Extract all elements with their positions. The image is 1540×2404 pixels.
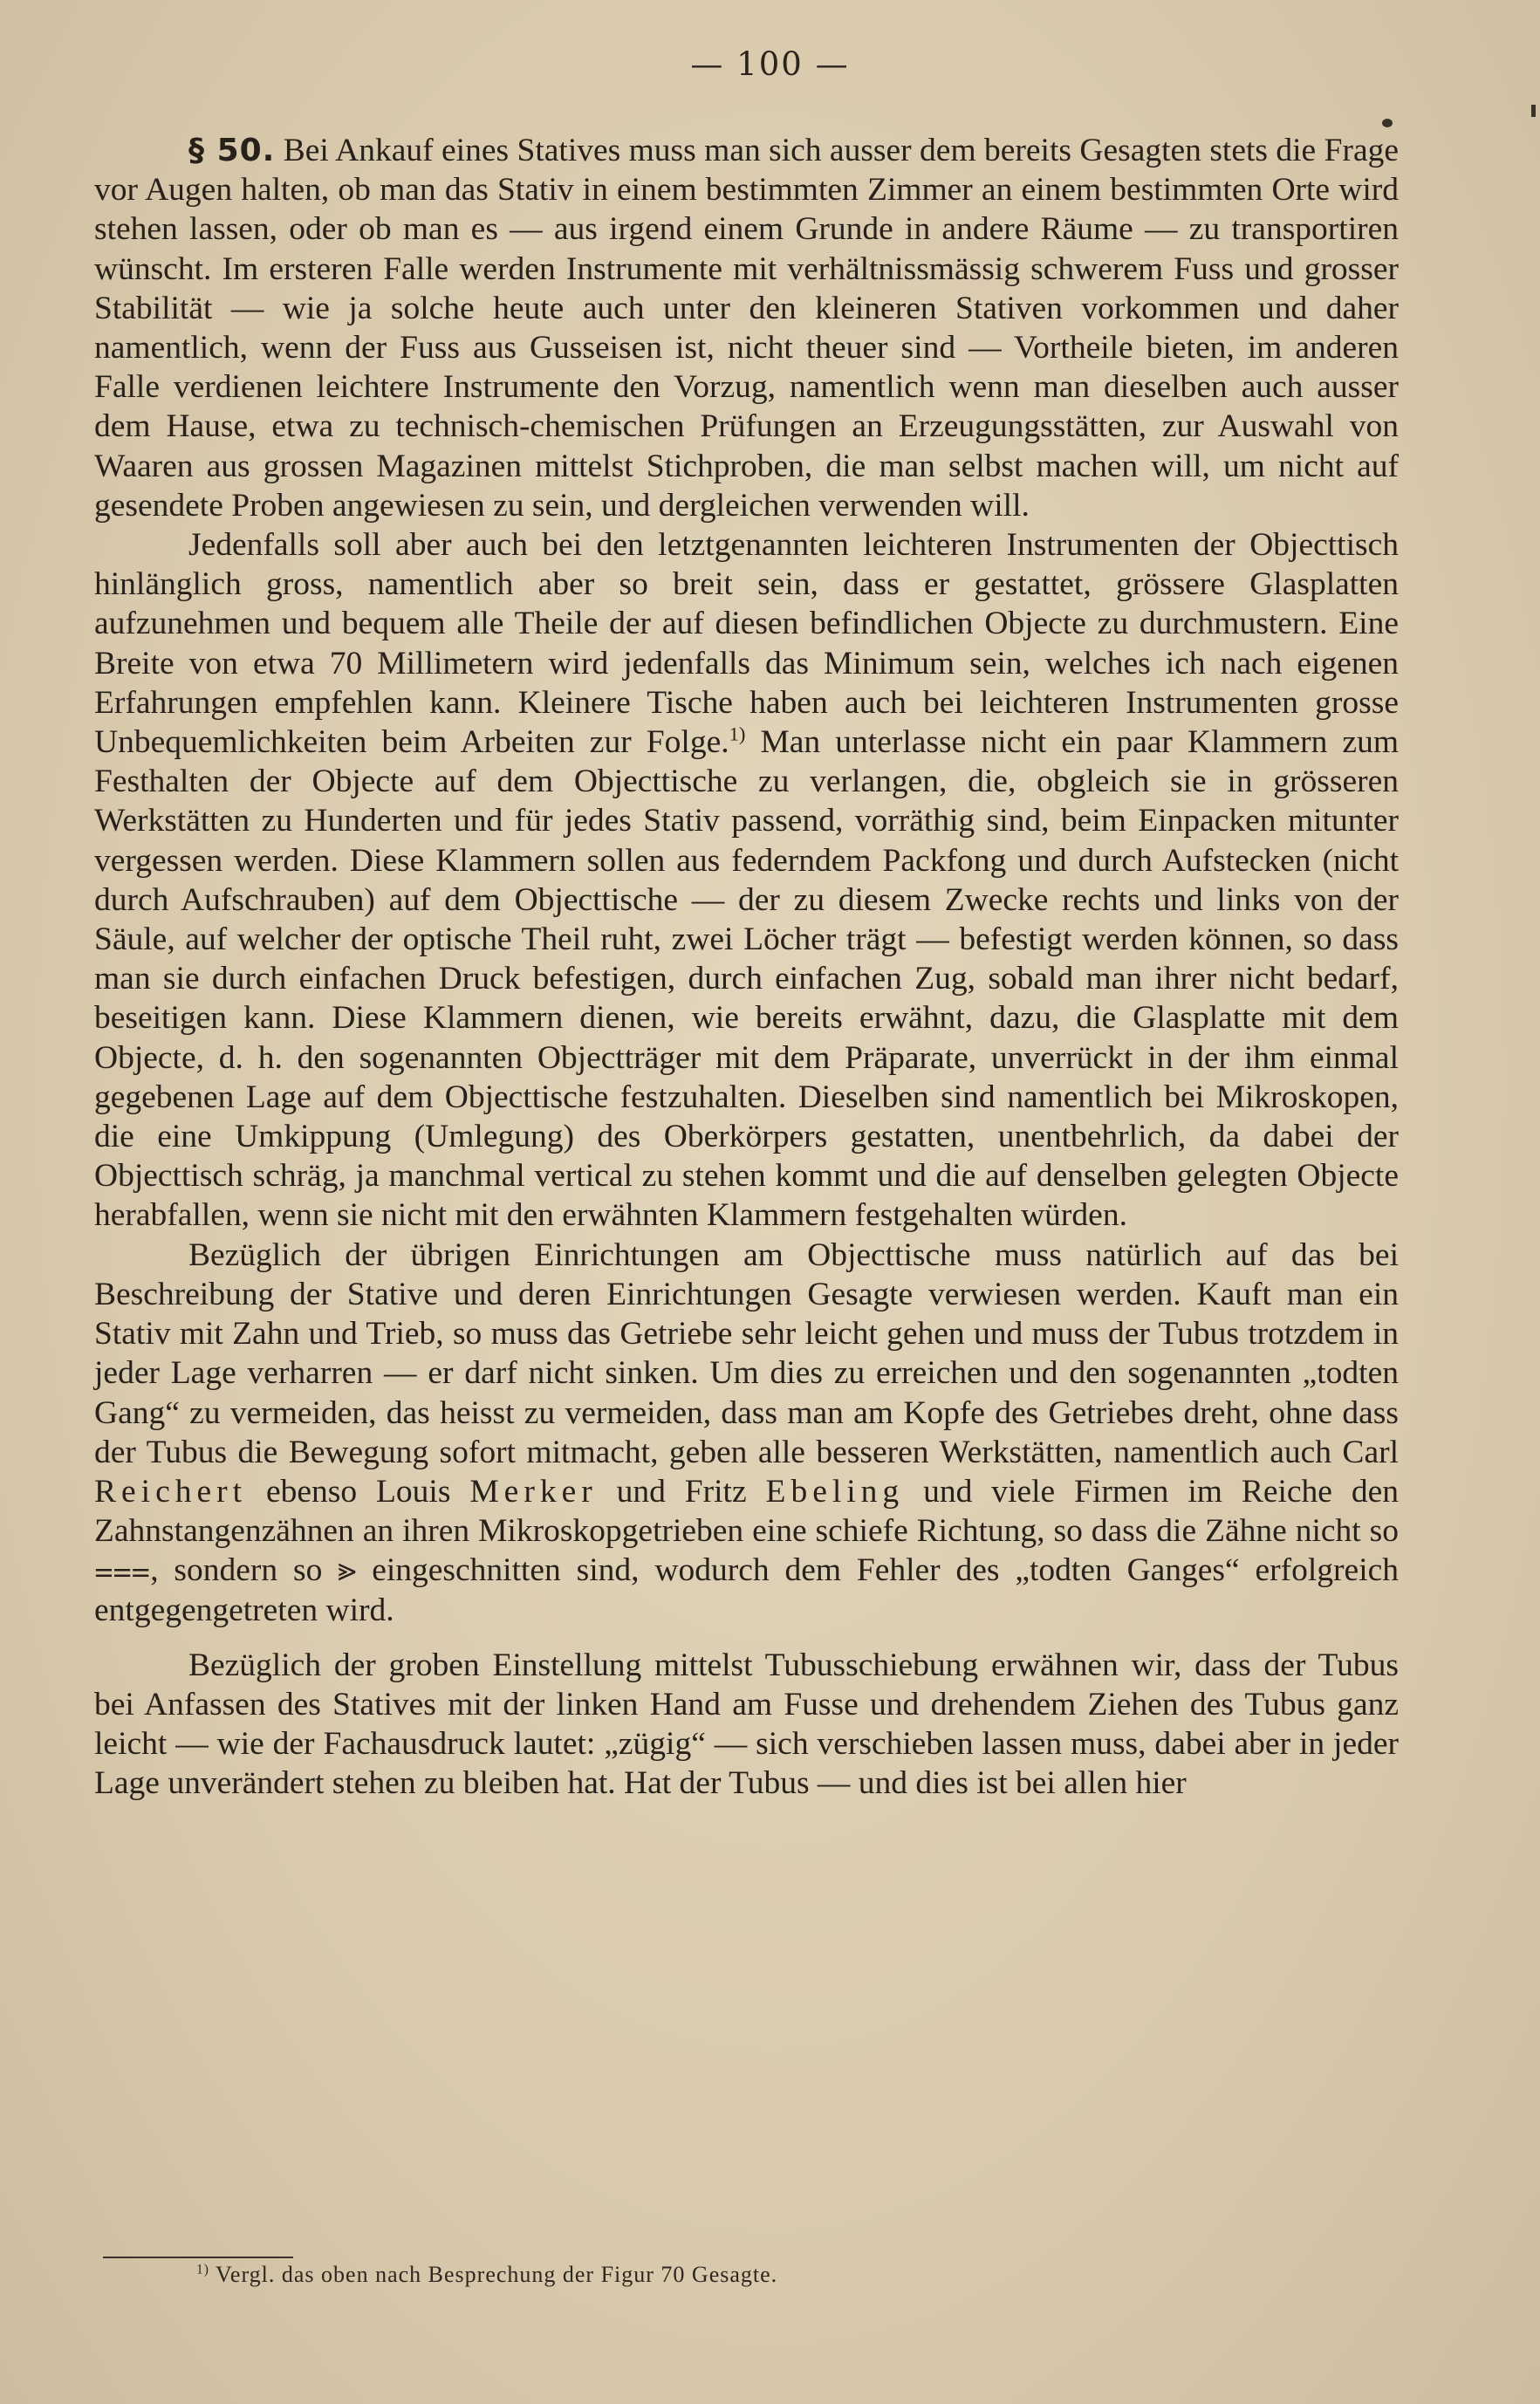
footnote: [196, 2262, 777, 2288]
paragraph-3-text-a: Bezüglich der übrigen Einrichtungen am Objecttische muss natürlich auf das bei Beschreibung der Stative und deren Einrichtungen Gesagte verwiesen werden. Kauft man ein Stativ mit Zahn und Trieb, so muss das Getriebe sehr leicht gehen und muss der Tubus trotzdem in jeder Lage verharren — er darf nicht sinken. Um dies zu erreichen und den sogenannten „todten Gang“ zu vermeiden, das heisst zu vermeiden, dass man am Kopfe des Getriebes dreht, ohne dass der Tubus die Bewegung sofort mitmacht, geben alle besseren Werkstätten, namentlich auch Carl: [94, 1236, 1399, 1470]
paragraph-3-text-d: und viele Firmen im Reiche den Zahnstangenzähnen an ihren Mikroskopgetrieben eine schiefe Richtung, so dass die Zähne nicht so: [94, 1473, 1399, 1550]
page-edge-mark: [1531, 105, 1536, 117]
paragraph-1-text: Bei Ankauf eines Statives muss man sich ausser dem bereits Gesagten stets die Frage vor Augen halten, ob man das Stativ in einem bestimmten Zimmer an einem bestimmten Orte wird stehen lassen, oder ob man es — aus irgend einem Grunde in andere Räume — zu transportiren wünscht. Im ersteren Falle werden Instrumente mit verhältnissmässig schwerem Fuss und grosser Stabilität — wie ja solche heute auch unter den kleineren Stativen vorkommen und daher namentlich, wenn der Fuss aus Gusseisen ist, nicht theuer sind — Vortheile bieten, im anderen Falle verdienen leichtere Instrumente den Vorzug, namentlich wenn man dieselben auch ausser dem Hause, etwa zu technisch-chemischen Prüfungen an Erzeugungsstätten, zur Auswahl von Waaren aus grossen Magazinen mittelst Stichproben, die man selbst machen will, um nicht auf gesendete Proben angewiesen zu sein, und dergleichen verwenden will.: [94, 133, 1399, 524]
paragraph-2-text-before-note: Jedenfalls soll aber auch bei den letztgenannten leichteren Instrumenten der Objecttisch hinlänglich gross, namentlich aber so breit sein, dass er gestattet, grössere Glasplatten aufzunehmen und bequem alle Theile der auf diesen befindlichen Objecte zu durchmustern. Eine Breite von etwa 70 Millimetern wird jedenfalls das Minimum sein, welches ich nach eigenen Erfahrungen empfehlen kann. Kleinere Tische haben auch bei leichteren Instrumenten grosse Unbequemlichkeiten beim Arbeiten zur Folge.: [94, 527, 1399, 761]
paragraph-1: [94, 131, 1399, 525]
footnote-divider: [103, 2257, 293, 2258]
body-text: [94, 131, 1399, 1804]
paragraph-2: [94, 525, 1399, 1236]
paragraph-3: [94, 1236, 1399, 1630]
name-merker: Merker: [469, 1473, 598, 1510]
name-reichert: Reichert: [94, 1473, 248, 1510]
name-ebeling: Ebeling: [765, 1473, 905, 1510]
straight-teeth-glyph: ⩶,: [94, 1552, 159, 1589]
footnote-text: Vergl. das oben nach Besprechung der Figur 70 Gesagte.: [209, 2262, 778, 2287]
paragraph-3-text-e: sondern so: [158, 1552, 339, 1589]
paragraph-3-text-b: ebenso Louis: [247, 1473, 470, 1510]
paragraph-3-text-c: und Fritz: [597, 1473, 766, 1510]
paragraph-4: [94, 1646, 1399, 1804]
footnote-reference: 1): [729, 723, 746, 745]
footnote-mark: 1): [196, 2262, 209, 2277]
ink-spot: [1382, 119, 1393, 127]
slanted-teeth-glyph: ⪢: [338, 1552, 357, 1589]
paragraph-2-text-after-note: Man unterlasse nicht ein paar Klammern zum Festhalten der Objecte auf dem Objecttische zu verlangen, die, obgleich sie in grösseren Werkstätten zu Hunderten und für jedes Stativ passend, vorräthig sind, beim Einpacken mitunter vergessen werden. Diese Klammern sollen aus federndem Packfong und durch Aufstecken (nicht durch Aufschrauben) auf dem Objecttische — der zu diesem Zwecke rechts und links von der Säule, auf welcher der optische Theil ruht, zwei Löcher trägt — befestigt werden können, so dass man sie durch einfachen Druck befestigen, durch einfachen Zug, sobald man ihrer nicht bedarf, beseitigen kann. Diese Klammern dienen, wie bereits erwähnt, dazu, die Glasplatte mit dem Objecte, d. h. den sogenannten Objectträger mit dem Präparate, unverrückt in der ihm einmal gegebenen Lage auf dem Objecttische festzuhalten. Dieselben sind namentlich bei Mikroskopen, die eine Umkippung (Umlegung) des Oberkörpers gestatten, unentbehrlich, da dabei der Objecttisch schräg, ja manchmal vertical zu stehen kommt und die auf denselben gelegten Objecte herabfallen, wenn sie nicht mit den erwähnten Klammern festgehalten würden.: [94, 724, 1399, 1234]
page-number: — 100 —: [690, 45, 850, 83]
paragraph-3-text-f: eingeschnitten sind, wodurch dem Fehler des „todten Ganges“ erfolgreich entgegengetreten wird.: [94, 1552, 1400, 1628]
section-mark: § 50.: [188, 133, 276, 168]
paragraph-4-text: Bezüglich der groben Einstellung mittelst Tubusschiebung erwähnen wir, dass der Tubus bei Anfassen des Statives mit der linken Hand am Fusse und drehendem Ziehen des Tubus ganz leicht — wie der Fachausdruck lautet: „zügig“ — sich verschieben lassen muss, dabei aber in jeder Lage unverändert stehen zu bleiben hat. Hat der Tubus — und dies ist bei allen hier: [94, 1647, 1399, 1802]
